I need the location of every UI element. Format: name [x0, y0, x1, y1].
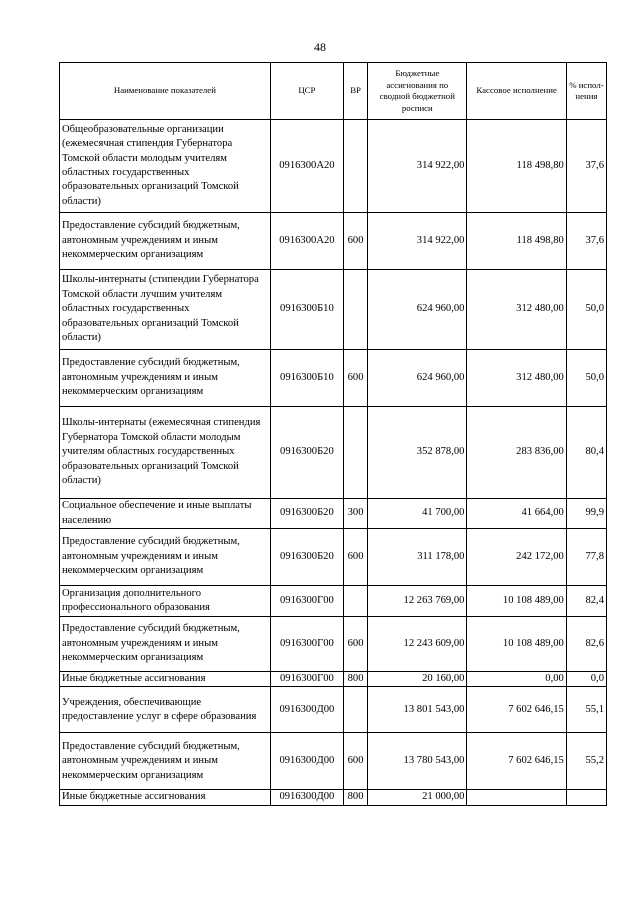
row-percent: 0,0 — [566, 672, 606, 687]
table-row — [60, 687, 607, 733]
row-name: Социальное обеспечение и иные выплаты населению — [60, 499, 271, 529]
row-name: Предоставление субсидий бюджетным, автономным учреждениям и иным некоммерческим организациям — [60, 617, 271, 672]
row-vr: 600 — [344, 350, 368, 407]
row-csr: 0916300Д00 — [270, 687, 343, 733]
row-csr: 0916300Г00 — [270, 617, 343, 672]
header-percent: % испол-нения — [566, 63, 606, 120]
row-cash: 283 836,00 — [467, 407, 566, 499]
row-vr — [344, 407, 368, 499]
row-name: Иные бюджетные ассигнования — [60, 790, 271, 805]
row-csr: 0916300Б20 — [270, 529, 343, 586]
page-number: 48 — [314, 40, 326, 54]
header-vr: ВР — [344, 63, 368, 120]
row-budget: 13 780 543,00 — [368, 733, 467, 790]
row-percent: 80,4 — [566, 407, 606, 499]
row-name: Иные бюджетные ассигнования — [60, 672, 271, 687]
table-row — [60, 350, 607, 407]
row-csr: 0916300А20 — [270, 213, 343, 270]
row-percent: 50,0 — [566, 270, 606, 350]
row-percent: 50,0 — [566, 350, 606, 407]
row-percent: 82,4 — [566, 586, 606, 617]
header-name: Наименование показателей — [60, 63, 271, 120]
budget-execution-table — [59, 62, 607, 806]
row-vr: 800 — [344, 672, 368, 687]
row-csr: 0916300Б10 — [270, 350, 343, 407]
row-percent: 99,9 — [566, 499, 606, 529]
row-percent — [566, 790, 606, 805]
row-csr: 0916300Г00 — [270, 672, 343, 687]
row-percent: 77,8 — [566, 529, 606, 586]
row-budget: 624 960,00 — [368, 270, 467, 350]
row-name: Предоставление субсидий бюджетным, автономным учреждениям и иным некоммерческим организациям — [60, 529, 271, 586]
row-cash: 41 664,00 — [467, 499, 566, 529]
table-row — [60, 790, 607, 805]
table-row — [60, 213, 607, 270]
row-percent: 55,1 — [566, 687, 606, 733]
table-row — [60, 586, 607, 617]
row-budget: 352 878,00 — [368, 407, 467, 499]
row-budget: 314 922,00 — [368, 120, 467, 213]
row-name: Предоставление субсидий бюджетным, автономным учреждениям и иным некоммерческим организациям — [60, 733, 271, 790]
row-cash: 10 108 489,00 — [467, 586, 566, 617]
row-cash: 312 480,00 — [467, 350, 566, 407]
table-row — [60, 120, 607, 213]
row-csr: 0916300Б20 — [270, 499, 343, 529]
row-budget: 314 922,00 — [368, 213, 467, 270]
row-name: Предоставление субсидий бюджетным, автономным учреждениям и иным некоммерческим организациям — [60, 213, 271, 270]
row-cash: 0,00 — [467, 672, 566, 687]
row-cash: 7 602 646,15 — [467, 733, 566, 790]
row-vr — [344, 120, 368, 213]
row-cash — [467, 790, 566, 805]
row-cash: 242 172,00 — [467, 529, 566, 586]
row-vr: 600 — [344, 733, 368, 790]
row-vr: 300 — [344, 499, 368, 529]
row-cash: 10 108 489,00 — [467, 617, 566, 672]
row-name: Общеобразовательные организации (ежемесячная стипендия Губернатора Томской области молодым учителям областных государственных образовательных организаций Томской области) — [60, 120, 271, 213]
row-csr: 0916300Д00 — [270, 790, 343, 805]
row-vr: 600 — [344, 617, 368, 672]
table-row — [60, 617, 607, 672]
header-csr: ЦСР — [270, 63, 343, 120]
row-cash: 118 498,80 — [467, 213, 566, 270]
row-cash: 118 498,80 — [467, 120, 566, 213]
row-budget: 21 000,00 — [368, 790, 467, 805]
row-budget: 20 160,00 — [368, 672, 467, 687]
row-budget: 41 700,00 — [368, 499, 467, 529]
header-budget: Бюджетные ассигнования по сводной бюджетной росписи — [368, 63, 467, 120]
row-vr: 800 — [344, 790, 368, 805]
row-csr: 0916300Г00 — [270, 586, 343, 617]
row-name: Предоставление субсидий бюджетным, автономным учреждениям и иным некоммерческим организациям — [60, 350, 271, 407]
row-csr: 0916300А20 — [270, 120, 343, 213]
row-csr: 0916300Д00 — [270, 733, 343, 790]
row-budget: 12 243 609,00 — [368, 617, 467, 672]
table-header-row — [60, 63, 607, 120]
row-vr: 600 — [344, 213, 368, 270]
row-vr — [344, 586, 368, 617]
row-percent: 37,6 — [566, 213, 606, 270]
table-row — [60, 733, 607, 790]
row-name: Школы-интернаты (стипендии Губернатора Томской области лучшим учителям областных государственных образовательных организаций Томской области) — [60, 270, 271, 350]
row-name: Учреждения, обеспечивающие предоставление услуг в сфере образования — [60, 687, 271, 733]
row-budget: 12 263 769,00 — [368, 586, 467, 617]
row-budget: 13 801 543,00 — [368, 687, 467, 733]
row-cash: 312 480,00 — [467, 270, 566, 350]
row-budget: 624 960,00 — [368, 350, 467, 407]
row-vr — [344, 687, 368, 733]
row-name: Школы-интернаты (ежемесячная стипендия Губернатора Томской области молодым учителям областных государственных образовательных организаций Томской области) — [60, 407, 271, 499]
row-vr — [344, 270, 368, 350]
row-percent: 82,6 — [566, 617, 606, 672]
row-name: Организация дополнительного профессионального образования — [60, 586, 271, 617]
header-cash: Кассовое исполнение — [467, 63, 566, 120]
row-vr: 600 — [344, 529, 368, 586]
row-percent: 37,6 — [566, 120, 606, 213]
row-csr: 0916300Б20 — [270, 407, 343, 499]
table-row — [60, 270, 607, 350]
row-budget: 311 178,00 — [368, 529, 467, 586]
row-cash: 7 602 646,15 — [467, 687, 566, 733]
table-row — [60, 499, 607, 529]
row-percent: 55,2 — [566, 733, 606, 790]
table-row — [60, 672, 607, 687]
table-row — [60, 529, 607, 586]
table-row — [60, 407, 607, 499]
row-csr: 0916300Б10 — [270, 270, 343, 350]
